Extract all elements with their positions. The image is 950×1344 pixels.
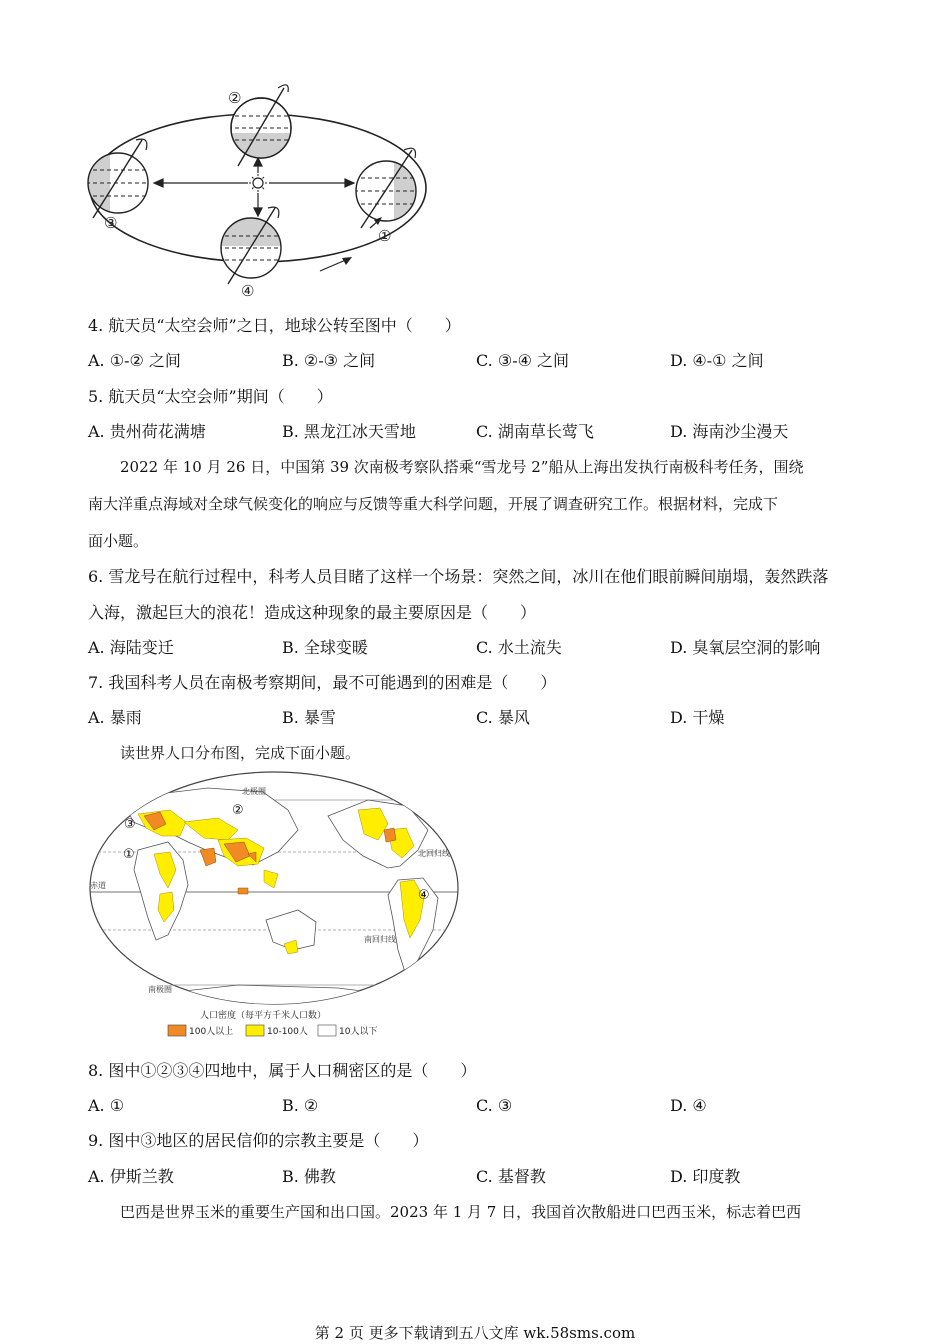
page-footer: 第 2 页 更多下载请到五八文库 wk.58sms.com xyxy=(314,1324,636,1342)
question-7-stem: 7. 我国科考人员在南极考察期间，最不可能遇到的困难是（ ） xyxy=(88,673,557,692)
passage-3: 巴西是世界玉米的重要生产国和出口国。2023 年 1 月 7 日，我国首次散船进口巴西玉米，标志着巴西 xyxy=(120,1203,802,1221)
q4-option-b[interactable]: B. ②-③ 之间 xyxy=(282,351,376,370)
label-tropic-of-capricorn: 南回归线 xyxy=(364,935,396,944)
q4-option-d[interactable]: D. ④-① 之间 xyxy=(670,351,764,370)
world-population-map xyxy=(88,770,460,1040)
q6-option-c[interactable]: C. 水土流失 xyxy=(476,638,562,657)
question-5-stem: 5. 航天员“太空会师”期间（ ） xyxy=(88,387,333,406)
earth-position-4 xyxy=(218,207,284,284)
q7-option-c[interactable]: C. 暴风 xyxy=(476,708,530,727)
label-tropic-of-cancer: 北回归线 xyxy=(418,849,450,858)
q9-option-c[interactable]: C. 基督教 xyxy=(476,1167,546,1186)
question-6-stem-line-1: 6. 雪龙号在航行过程中，科考人员目睹了这样一个场景：突然之间，冰川在他们眼前瞬间崩塌，轰然跌落 xyxy=(88,567,829,586)
map-marker-4: ④ xyxy=(418,888,430,903)
q7-option-d[interactable]: D. 干燥 xyxy=(670,708,725,727)
passage-2: 读世界人口分布图，完成下面小题。 xyxy=(120,744,361,762)
q6-option-d[interactable]: D. 臭氧层空洞的影响 xyxy=(670,638,821,657)
question-6-options xyxy=(88,638,868,658)
label-3: ③ xyxy=(104,214,118,232)
label-antarctic-circle: 南极圈 xyxy=(148,985,172,994)
legend-swatch-low xyxy=(318,1025,336,1036)
q9-option-d[interactable]: D. 印度教 xyxy=(670,1167,741,1186)
q6-option-a[interactable]: A. 海陆变迁 xyxy=(88,638,174,657)
question-4-options xyxy=(88,351,868,371)
passage-1-line-2: 南大洋重点海域对全球气候变化的响应与反馈等重大科学问题，开展了调查研究工作。根据材料，完成下 xyxy=(88,495,779,513)
legend-label-medium: 10-100人 xyxy=(267,1027,308,1037)
question-8-stem: 8. 图中①②③④四地中，属于人口稠密区的是（ ） xyxy=(88,1061,477,1080)
sun-icon xyxy=(249,174,267,192)
earth-position-1 xyxy=(354,148,418,228)
q5-option-b[interactable]: B. 黑龙江冰天雪地 xyxy=(282,422,416,441)
q9-option-b[interactable]: B. 佛教 xyxy=(282,1167,336,1186)
q7-option-a[interactable]: A. 暴雨 xyxy=(88,708,142,727)
label-2: ② xyxy=(228,89,242,107)
legend-label-high: 100人以上 xyxy=(189,1027,234,1037)
q8-option-c[interactable]: C. ③ xyxy=(476,1096,513,1115)
question-4-stem: 4. 航天员“太空会师”之日，地球公转至图中（ ） xyxy=(88,316,461,335)
passage-1-line-1: 2022 年 10 月 26 日，中国第 39 次南极考察队搭乘“雪龙号 2”船从上海出发执行南极科考任务，围绕 xyxy=(120,458,804,476)
question-9-options xyxy=(88,1167,868,1187)
q8-option-d[interactable]: D. ④ xyxy=(670,1096,707,1115)
map-marker-1: ① xyxy=(123,847,135,862)
question-8-options xyxy=(88,1096,868,1116)
question-6-stem-line-2: 入海，激起巨大的浪花！造成这种现象的最主要原因是（ ） xyxy=(88,603,537,622)
question-9-stem: 9. 图中③地区的居民信仰的宗教主要是（ ） xyxy=(88,1131,429,1150)
passage-1-line-3: 面小题。 xyxy=(88,532,149,550)
q9-option-a[interactable]: A. 伊斯兰教 xyxy=(88,1167,174,1186)
q5-option-c[interactable]: C. 湖南草长莺飞 xyxy=(476,422,594,441)
earth-orbit-diagram xyxy=(78,78,438,303)
label-4: ④ xyxy=(241,282,255,300)
q6-option-b[interactable]: B. 全球变暖 xyxy=(282,638,368,657)
q8-option-a[interactable]: A. ① xyxy=(88,1096,125,1115)
q7-option-b[interactable]: B. 暴雪 xyxy=(282,708,336,727)
q4-option-c[interactable]: C. ③-④ 之间 xyxy=(476,351,570,370)
q5-option-d[interactable]: D. 海南沙尘漫天 xyxy=(670,422,789,441)
map-marker-3: ③ xyxy=(124,817,136,832)
legend-swatch-high xyxy=(168,1025,186,1036)
legend-label-low: 10人以下 xyxy=(339,1027,378,1037)
q8-option-b[interactable]: B. ② xyxy=(282,1096,319,1115)
map-legend xyxy=(168,1009,377,1037)
label-equator: 赤道 xyxy=(90,881,106,890)
question-5-options xyxy=(88,422,868,442)
label-arctic-circle: 北极圈 xyxy=(242,787,266,796)
label-1: ① xyxy=(378,227,392,245)
q5-option-a[interactable]: A. 贵州荷花满塘 xyxy=(88,422,206,441)
question-7-options xyxy=(88,708,868,728)
map-marker-2: ② xyxy=(232,803,244,818)
legend-title: 人口密度（每平方千米人口数） xyxy=(200,1011,327,1021)
q4-option-a[interactable]: A. ①-② 之间 xyxy=(88,351,181,370)
legend-swatch-medium xyxy=(246,1025,264,1036)
